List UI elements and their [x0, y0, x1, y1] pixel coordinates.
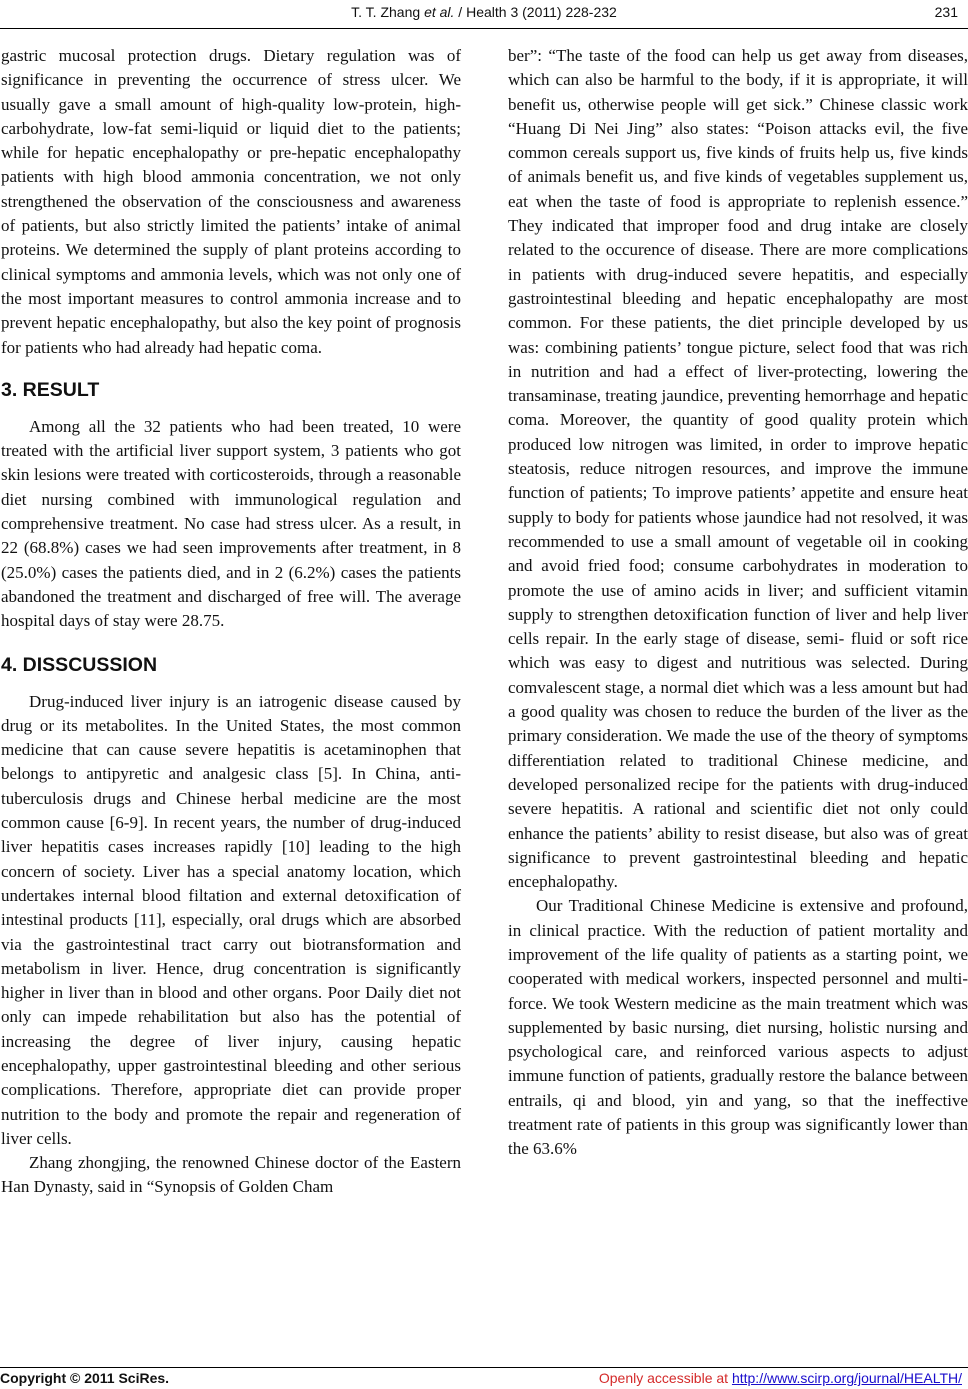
paragraph-discussion-2: Zhang zhongjing, the renowned Chinese doctor of the Eastern Han Dynasty, said in “Synopsis of Golden Cham [1, 1153, 461, 1197]
header-journal: / Health 3 (2011) 228-232 [454, 4, 617, 20]
paragraph-golden-chamber: ber”: “The taste of the food can help us get away from diseases, which can also be harmful to the body, if it is appropriate, it will benefit us, otherwise people will get sick.” Chinese classic work “Huang Di Nei Jing” also states: “Poison attacks evil, the five common cereals support us, five kinds of fruits help us, five kinds of animals benefit us, and five kinds of vegetables supplement us, eat when the taste of food is appropriate to replenish essence.” They indicated that improper food and drug intake are closely related to the occurence of disease. There are more complications in patients with drug-induced severe hepatitis, and especially gastrointestinal bleeding and hepatic encephalopathy are most common. For these patients, the diet principle developed by us was: combining patients’ tongue picture, select food that was rich in nutrition and had a effect of liver-protecting, lowering the transaminase, treating jaundice, preventing hemorrhage and hepatic coma. Moreover, the quantity of good quality protein which produced low nitrogen was limited, in order to improve hepatic steatosis, reduce nitrogen resources, and improve the immune function of patients; To improve patients’ appetite and ensure heat supply to body for patients whose jaundice had not resolved, it was recommended to use a small amount of vegetable oil in cooking and avoid fried food; consume carbohydrates in moderation to promote the use of amino acids in liver; and sufficient vitamin supply to strengthen detoxification function of liver and help liver cells repair. In the early stage of disease, semi- fluid or soft rice which was easy to digest and nutritious was selected. During comvalescent stage, a normal diet which was a less amount but had a good quality was chosen to reduce the burden of the liver as the primary consideration. We made the use of the theory of symptoms differentiation related to traditional Chinese medicine, and developed personalized recipe for the patients with drug-induced severe hepatitis. A rational and scientific diet not only could enhance the patients’ ability to resist disease, but also was of great significance to prevent gastrointestinal bleeding and hepatic encephalopathy. [508, 46, 968, 892]
heading-result: 3. RESULT [1, 378, 100, 401]
header-rule [0, 28, 968, 29]
right-column [508, 44, 968, 1162]
left-column [1, 44, 461, 1200]
page-footer [0, 1370, 968, 1388]
paragraph-diet-regulation: gastric mucosal protection drugs. Dietary regulation was of significance in preventing the occurrence of stress ulcer. We usually gave a small amount of high-quality low-protein, high-carbohydrate, low-fat semi-liquid or liquid diet to the patients; while for hepatic encephalopathy or pre-hepatic encephalopathy patients with high blood ammonia concentration, we not only strengthened the observation of the consciousness and awareness of patients, but also strictly limited the patients’ intake of animal proteins. We determined the supply of plant proteins according to clinical symptoms and ammonia levels, which was not only one of the most important measures to control ammonia increase and to prevent hepatic encephalopathy, but also the key point of prognosis for patients who had already had hepatic coma. [1, 46, 461, 357]
copyright-notice: Copyright © 2011 SciRes. [0, 1370, 170, 1386]
running-title [0, 4, 968, 20]
journal-link[interactable]: http://www.scirp.org/journal/HEALTH/ [731, 1370, 962, 1386]
access-notice [599, 1370, 962, 1386]
paragraph-tcm: Our Traditional Chinese Medicine is extensive and profound, in clinical practice. With the reduction of patient mortality and improvement of the life quality of patients as a starting point, we cooperated with medical workers, inspected personnel and multi-force. We took Western medicine as the main treatment which was supplemented by basic nursing, diet nursing, holistic nursing and psychological care, and reinforced various aspects to adjust immune function of patients, gradually restore the balance between entrails, qi and blood, yin and yang, so that the ineffective treatment rate of patients in this group was significantly lower than the 63.6% [508, 896, 968, 1159]
header-author: T. T. Zhang [351, 4, 425, 20]
heading-discussion: 4. DISSCUSSION [1, 653, 158, 676]
page-number: 231 [934, 4, 958, 20]
header-etal: et al. [424, 4, 455, 20]
footer-rule [0, 1367, 968, 1368]
running-header [0, 4, 968, 28]
paragraph-discussion-1: Drug-induced liver injury is an iatrogenic disease caused by drug or its metabolites. In the United States, the most common medicine that can cause severe hepatitis is acetaminophen that belongs to antipyretic and analgesic class [5]. In China, anti-tuberculosis drugs and Chinese herbal medicine are the most common cause [6-9]. In recent years, the number of drug-induced liver hepatitis cases increases rapidly [10] leading to the high concern of society. Liver has a special anatomy location, which undertakes internal blood filtation and external detoxification of intestinal products [11], especially, oral drugs which are absorbed via the gastrointestinal tract carry out biotransformation and metabolism in liver. Hence, drug concentration is significantly higher in liver than in blood and other organs. Poor Daily diet not only can impede rehabilitation but also has the potential of increasing the degree of liver injury, causing hepatic encephalopathy, upper gastrointestinal bleeding and other serious complications. Therefore, appropriate diet can provide proper nutrition to the body and promote the repair and regeneration of liver cells. [1, 691, 461, 1148]
access-label: Openly accessible at [598, 1370, 732, 1386]
paragraph-result: Among all the 32 patients who had been treated, 10 were treated with the artificial liver support system, 3 patients who got skin lesions were treated with corticosteroids, through a reasonable diet nursing combined with immunological regulation and comprehensive treatment. No case had stress ulcer. As a result, in 22 (68.8%) cases we had seen improvements after treatment, in 8 (25.0%) cases the patients died, and in 2 (6.2%) cases the patients abandoned the treatment and discharged of free will. The average hospital days of stay were 28.75. [1, 416, 461, 631]
